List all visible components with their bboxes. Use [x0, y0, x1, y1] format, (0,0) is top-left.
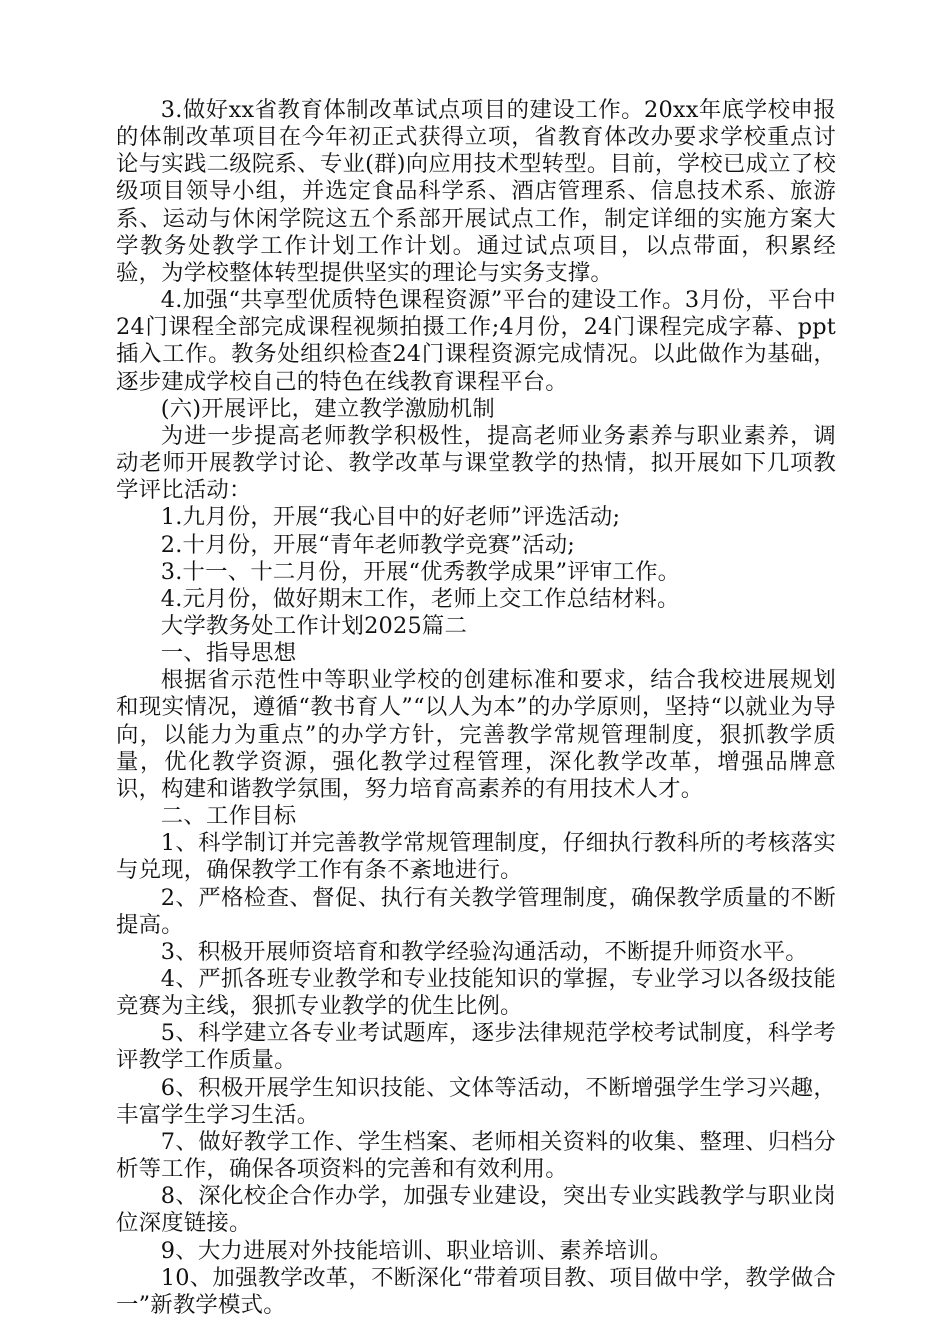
- section-heading-6: (六)开展评比，建立教学激励机制: [160, 395, 495, 422]
- goal-item: 10、加强教学改革，不断深化“带着项目教、项目做中学，教学做合一”新教学模式。: [116, 1264, 836, 1318]
- goal-item: 3、积极开展师资培育和教学经验沟通活动，不断提升师资水平。: [160, 938, 808, 965]
- paragraph-item-3: 3.做好xx省教育体制改革试点项目的建设工作。20xx年底学校申报的体制改革项目在今年初正式获得立项，省教育体改办要求学校重点讨论与实践二级院系、专业(群)向应用技术型转型。目前，学校已成立了校级项目领导小组，并选定食品科学系、酒店管理系、信息技术系、旅游系、运动与休闲学院这五个系部开展试点工作，制定详细的实施方案大学教务处教学工作计划工作计划。通过试点项目，以点带面，积累经验，为学校整体转型提供坚实的理论与实务支撑。: [116, 97, 836, 286]
- chapter-title: 大学教务处工作计划2025篇二: [160, 612, 468, 639]
- section-heading-goals: 二、工作目标: [160, 803, 297, 830]
- goal-item: 1、科学制订并完善教学常规管理制度，仔细执行教科所的考核落实与兑现，确保教学工作有条不紊地进行。: [116, 830, 836, 884]
- list-item: 3.十一、十二月份，开展“优秀教学成果”评审工作。: [160, 558, 681, 585]
- list-item: 2.十月份，开展“青年老师教学竞赛”活动;: [160, 531, 576, 558]
- document-body: [116, 97, 836, 1319]
- goal-item: 7、做好教学工作、学生档案、老师相关资料的收集、整理、归档分析等工作，确保各项资料的完善和有效利用。: [116, 1128, 836, 1183]
- section-heading-guiding: 一、指导思想: [160, 640, 297, 667]
- goal-item: 8、深化校企合作办学，加强专业建设，突出专业实践教学与职业岗位深度链接。: [116, 1183, 836, 1237]
- paragraph-guiding: 根据省示范性中等职业学校的创建标准和要求，结合我校进展规划和现实情况，遵循“教书育人”“以人为本”的办学原则，坚持“以就业为导向，以能力为重点”的办学方针，完善教学常规管理制度，狠抓教学质量，优化教学资源，强化教学过程管理，深化教学改革，增强品牌意识，构建和谐教学氛围，努力培育高素养的有用技术人才。: [116, 667, 836, 802]
- paragraph-intro: 为进一步提高老师教学积极性，提高老师业务素养与职业素养，调动老师开展教学讨论、教学改革与课堂教学的热情，拟开展如下几项教学评比活动：: [116, 422, 836, 504]
- paragraph-item-4: 4.加强“共享型优质特色课程资源”平台的建设工作。3月份，平台中24门课程全部完成课程视频拍摄工作;4月份，24门课程完成字幕、ppt插入工作。教务处组织检查24门课程资源完成情况。以此做作为基础，逐步建成学校自己的特色在线教育课程平台。: [116, 287, 836, 395]
- goal-item: 6、积极开展学生知识技能、文体等活动，不断增强学生学习兴趣，丰富学生学习生活。: [116, 1074, 836, 1128]
- list-item: 4.元月份，做好期末工作，老师上交工作总结材料。: [160, 585, 680, 612]
- list-item: 1.九月份，开展“我心目中的好老师”评选活动;: [160, 504, 621, 531]
- goal-item: 5、科学建立各专业考试题库，逐步法律规范学校考试制度，科学考评教学工作质量。: [116, 1020, 836, 1074]
- goal-item: 4、严抓各班专业教学和专业技能知识的掌握，专业学习以各级技能竞赛为主线，狠抓专业教学的优生比例。: [116, 966, 836, 1020]
- goal-item: 2、严格检查、督促、执行有关教学管理制度，确保教学质量的不断提高。: [116, 884, 836, 938]
- goal-item: 9、大力进展对外技能培训、职业培训、素养培训。: [160, 1237, 673, 1264]
